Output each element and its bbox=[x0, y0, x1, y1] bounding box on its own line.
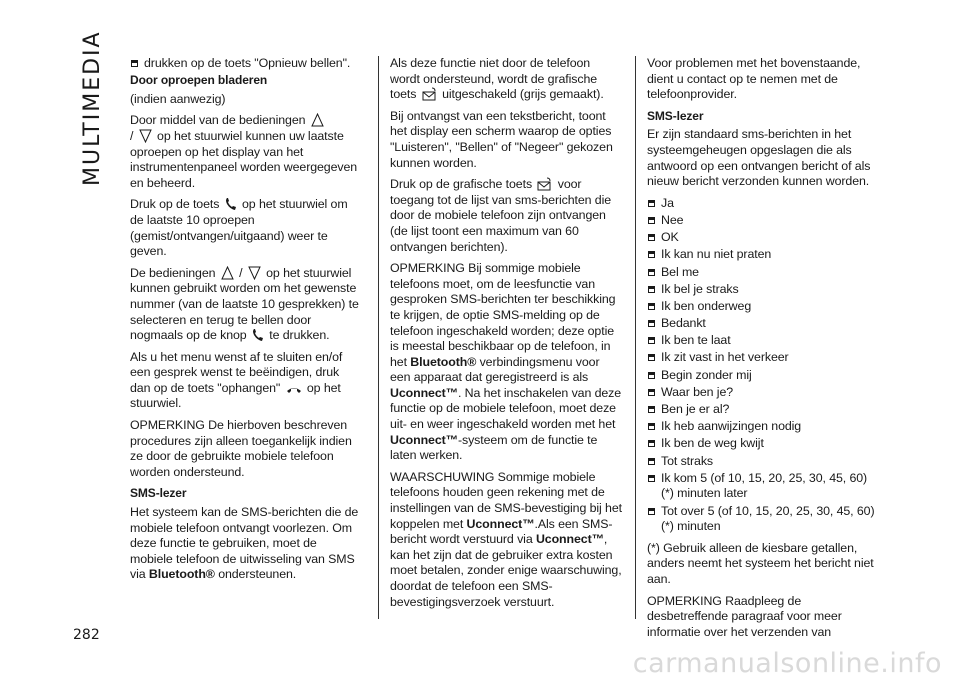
bullet-icon bbox=[648, 269, 655, 276]
message-text: Ik ben onderweg bbox=[661, 298, 752, 313]
paragraph: Er zijn standaard sms-berichten in het systeemgeheugen opgeslagen die als antwoord op een ontvangen bericht of als nieuw bericht verzonden kunnen worden. bbox=[647, 127, 871, 189]
down-arrow-icon bbox=[139, 129, 152, 143]
message-text: Waar ben je? bbox=[661, 384, 734, 399]
list-item bbox=[647, 471, 879, 502]
bullet-icon bbox=[648, 286, 655, 293]
column-divider bbox=[378, 56, 379, 619]
column-right bbox=[647, 56, 879, 646]
list-item bbox=[647, 299, 879, 315]
bullet-icon bbox=[648, 337, 655, 344]
list-item bbox=[647, 504, 879, 535]
bullet-icon bbox=[648, 234, 655, 241]
list-item bbox=[647, 265, 879, 281]
message-text: Ik ben de weg kwijt bbox=[661, 436, 764, 451]
message-text: Ik zit vast in het verkeer bbox=[661, 350, 789, 365]
message-text: Ik ben te laat bbox=[661, 333, 731, 348]
list-item bbox=[647, 419, 879, 435]
bullet-icon bbox=[648, 389, 655, 396]
paragraph: Door middel van de bedieningen / op het stuurwiel kunnen uw laatste oproepen op het display van het instrumentenpaneel worden weergegeven en beheerd. bbox=[130, 113, 358, 190]
bullet-icon bbox=[648, 200, 655, 207]
list-item bbox=[647, 333, 879, 349]
message-text: Ik kan nu niet praten bbox=[661, 247, 772, 262]
list-item bbox=[647, 282, 879, 298]
message-text: Ik bel je straks bbox=[661, 281, 739, 296]
message-text: Bedankt bbox=[661, 316, 706, 331]
bullet-icon bbox=[648, 458, 655, 465]
bullet-icon bbox=[131, 60, 138, 67]
bullet-icon bbox=[648, 440, 655, 447]
list-item bbox=[647, 230, 879, 246]
up-arrow-icon bbox=[221, 266, 234, 280]
message-text: Ik heb aanwijzingen nodig bbox=[661, 419, 802, 434]
paragraph: OPMERKING Bij sommige mobiele telefoons moet, om de leesfunctie van gesproken SMS-berichten ter beschikking te krijgen, de optie SMS-melding op de telefoon ingeschakeld worden; deze optie is meestal beschikbaar op de telefoon, in het Bluetooth® verbindingsmenu voor een apparaat dat geregistreerd is als Uconnect™. Na het inschakelen van deze functie op de mobiele telefoon, moet deze uit- en weer ingeschakeld worden met het Uconnect™-systeem om de functie te laten werken. bbox=[390, 261, 622, 463]
bullet-icon bbox=[648, 320, 655, 327]
paragraph: (*) Gebruik alleen de kiesbare getallen, anders neemt het systeem het bericht niet aan. bbox=[647, 540, 874, 586]
message-text: Tot straks bbox=[661, 453, 714, 468]
paragraph: Als u het menu wenst af te sluiten en/of een gesprek wenst te beëindigen, druk dan op de toets "ophangen" op het stuurwiel. bbox=[130, 349, 343, 411]
bullet-icon bbox=[648, 423, 655, 430]
list-item bbox=[647, 368, 879, 384]
paragraph: OPMERKING De hierboven beschreven procedures zijn alleen toegankelijk indien ze door de gebruikte mobiele telefoon worden ondersteund. bbox=[130, 418, 352, 479]
bullet-icon bbox=[648, 303, 655, 310]
list-item bbox=[647, 196, 879, 212]
message-text: Begin zonder mij bbox=[661, 367, 752, 382]
message-text: Nee bbox=[661, 212, 684, 227]
message-text: Ben je er al? bbox=[661, 402, 730, 416]
section-title: MULTIMEDIA bbox=[80, 30, 105, 186]
down-arrow-icon bbox=[248, 266, 261, 280]
bullet-icon bbox=[648, 372, 655, 379]
hang-up-icon bbox=[286, 385, 302, 395]
list-item bbox=[647, 385, 879, 401]
column-left bbox=[130, 56, 362, 589]
paragraph: Als deze functie niet door de telefoon wordt ondersteund, wordt de grafische toets uitgeschakeld (grijs gemaakt). bbox=[390, 56, 604, 102]
list-item bbox=[647, 454, 879, 470]
bullet-icon bbox=[648, 508, 655, 515]
message-text: Ik kom 5 (of 10, 15, 20, 25, 30, 45, 60) (*) minuten later bbox=[661, 470, 868, 501]
message-text: Tot over 5 (of 10, 15, 20, 25, 30, 45, 60) (*) minuten bbox=[661, 503, 875, 534]
paragraph: Bij ontvangst van een tekstbericht, toont het display een scherm waarop de opties "Luisteren", "Bellen" of "Negeer" gekozen kunnen worden. bbox=[390, 108, 613, 170]
section-heading: SMS-lezer bbox=[647, 108, 704, 123]
section-heading: Door oproepen bladeren bbox=[130, 73, 268, 88]
bullet-icon bbox=[648, 354, 655, 361]
paragraph: Druk op de grafische toets voor toegang tot de lijst van sms-berichten die door de mobiele telefoon zijn ontvangen (de lijst toont een maximum van 60 ontvangen berichten). bbox=[390, 177, 612, 254]
list-item bbox=[647, 350, 879, 366]
message-icon bbox=[422, 87, 437, 101]
paragraph: Voor problemen met het bovenstaande, dient u contact op te nemen met de telefoonprovider. bbox=[647, 56, 861, 102]
up-arrow-icon bbox=[311, 113, 324, 127]
section-heading: SMS-lezer bbox=[130, 486, 187, 501]
list-item bbox=[647, 436, 879, 452]
message-text: Ja bbox=[661, 195, 674, 210]
list-item: drukken op de toets "Opnieuw bellen". bbox=[130, 56, 362, 72]
message-text: OK bbox=[661, 230, 679, 245]
phone-icon bbox=[252, 328, 264, 342]
paragraph: Druk op de toets op het stuurwiel om de laatste 10 oproepen (gemist/ontvangen/uitgaand) weer te geven. bbox=[130, 197, 348, 259]
paragraph: Het systeem kan de SMS-berichten die de mobiele telefoon ontvangt voorlezen. Om deze functie te gebruiken, moet de mobiele telefoon de uitwisseling van SMS via Bluetooth® ondersteunen. bbox=[130, 505, 359, 582]
column-divider bbox=[635, 56, 636, 619]
message-text: Bel me bbox=[661, 264, 699, 279]
bullet-icon bbox=[648, 251, 655, 258]
list-item bbox=[647, 402, 879, 418]
column-middle bbox=[390, 56, 622, 616]
bullet-icon bbox=[648, 217, 655, 224]
message-icon bbox=[537, 177, 552, 191]
message-list bbox=[647, 196, 879, 535]
bullet-icon bbox=[648, 475, 655, 482]
list-item bbox=[647, 213, 879, 229]
paragraph: De bedieningen / op het stuurwiel kunnen gebruikt worden om het gewenste nummer (van de laatste 10 gesprekken) te selecteren en terug te bellen door nogmaals op de knop te drukken. bbox=[130, 265, 359, 343]
phone-icon bbox=[225, 197, 237, 211]
bullet-icon bbox=[648, 406, 655, 413]
list-item bbox=[647, 247, 879, 263]
watermark: carmanualsonline.info bbox=[632, 648, 942, 679]
page-number: 282 bbox=[73, 627, 100, 643]
subheading: (indien aanwezig) bbox=[130, 91, 226, 106]
paragraph: OPMERKING Raadpleeg de desbetreffende paragraaf voor meer informatie over het verzenden van bbox=[647, 593, 842, 639]
list-item bbox=[647, 316, 879, 332]
paragraph: WAARSCHUWING Sommige mobiele telefoons houden geen rekening met de instellingen van de SMS-bevestiging bij het koppelen met Uconnect™.Als een SMS-bericht wordt verstuurd via Uconnect™, kan het zijn dat de gebruiker extra kosten moet betalen, zonder enige waarschuwing, doordat de telefoon een SMS-bevestigingsverzoek verstuurt. bbox=[390, 469, 622, 609]
